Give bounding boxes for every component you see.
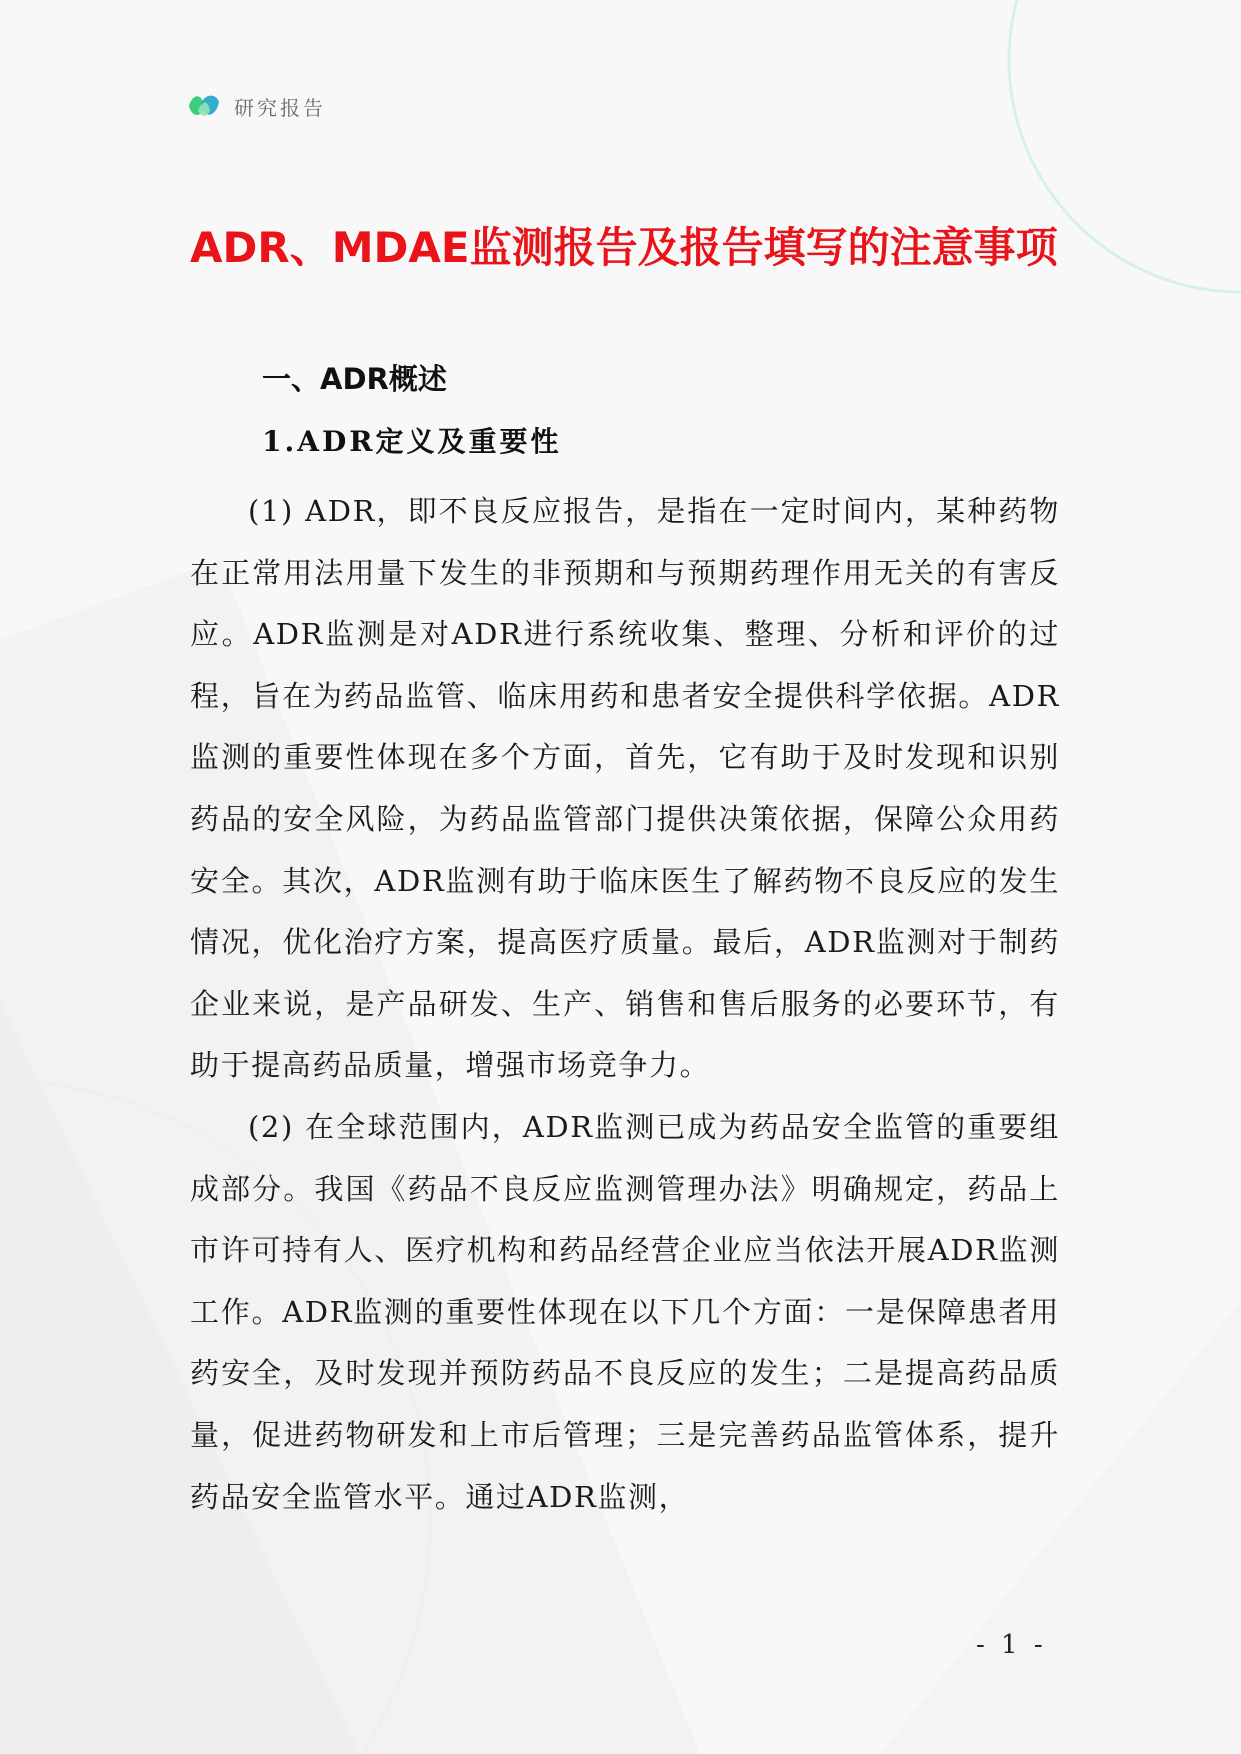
- header: [186, 88, 326, 124]
- section-heading: 一、ADR概述: [262, 362, 447, 396]
- body-text: [190, 481, 1060, 1528]
- paragraph-2: (2) 在全球范围内，ADR监测已成为药品安全监管的重要组成部分。我国《药品不良反应监测管理办法》明确规定，药品上市许可持有人、医疗机构和药品经营企业应当依法开展ADR监测工作。ADR监测的重要性体现在以下几个方面：一是保障患者用药安全，及时发现并预防药品不良反应的发生；二是提高药品质量，促进药物研发和上市后管理；三是完善药品监管体系，提升药品安全监管水平。通过ADR监测，: [190, 1109, 1060, 1514]
- paragraph-1: (1) ADR，即不良反应报告，是指在一定时间内，某种药物在正常用法用量下发生的非预期和与预期药理作用无关的有害反应。ADR监测是对ADR进行系统收集、整理、分析和评价的过程，旨在为药品监管、临床用药和患者安全提供科学依据。ADR监测的重要性体现在多个方面，首先，它有助于及时发现和识别药品的安全风险，为药品监管部门提供决策依据，保障公众用药安全。其次，ADR监测有助于临床医生了解药物不良反应的发生情况，优化治疗方案，提高医疗质量。最后，ADR监测对于制药企业来说，是产品研发、生产、销售和售后服务的必要环节，有助于提高药品质量，增强市场竞争力。: [190, 494, 1060, 1083]
- page-number: - 1 -: [976, 1630, 1047, 1660]
- leaf-logo-icon: [186, 88, 222, 124]
- subsection-heading: 1.ADR定义及重要性: [262, 425, 562, 458]
- header-label: 研究报告: [234, 95, 326, 120]
- document-title: ADR、MDAE监测报告及报告填写的注意事项: [190, 223, 1058, 272]
